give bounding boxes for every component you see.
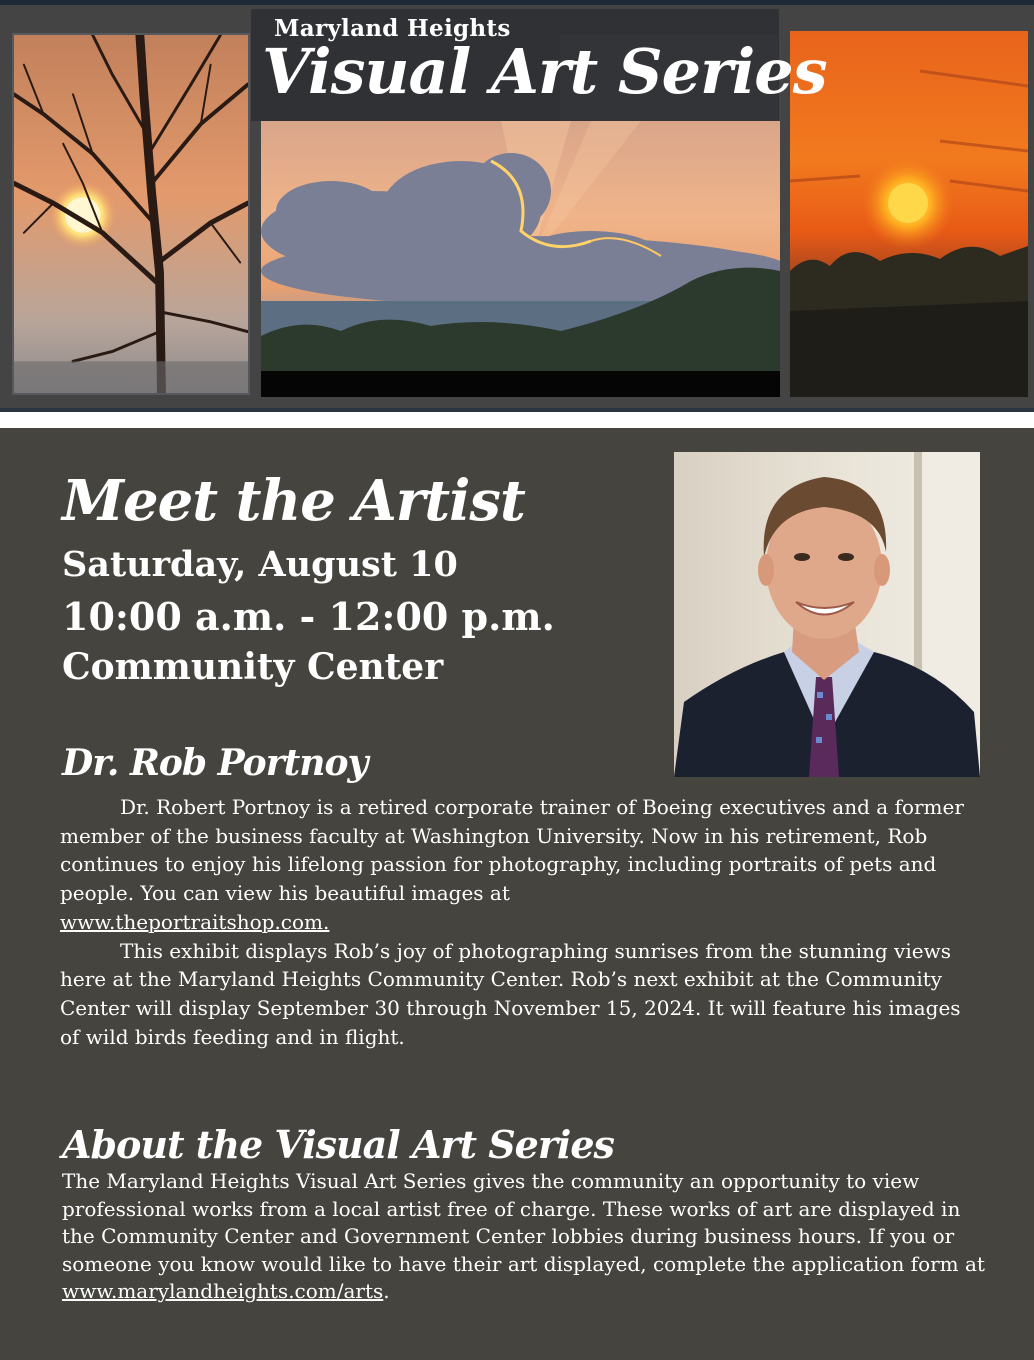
about-series-text (62, 1168, 992, 1306)
section-divider (0, 412, 1034, 428)
event-location: Community Center (62, 646, 444, 688)
event-time: 10:00 a.m. - 12:00 p.m. (62, 594, 555, 639)
bio-paragraph-1-text: Dr. Robert Portnoy is a retired corporate trainer of Boeing executives and a former member of the business faculty at Washington University. Now in his retirement, Rob continues to enjoy his lifelong passion for photography, including portraits of pets and people. You can view his beautiful images at (60, 795, 964, 906)
about-text-end: . (383, 1279, 390, 1304)
header-banner (0, 0, 1034, 412)
application-form-link[interactable]: www.marylandheights.com/arts (62, 1279, 384, 1304)
event-date: Saturday, August 10 (62, 544, 458, 585)
about-text: The Maryland Heights Visual Art Series gives the community an opportunity to view professional works from a local artist free of charge. These works of art are displayed in the Community Center and Government Center lobbies during business hours. If you or someone you know would like to have their art displayed, complete the application form at (62, 1169, 985, 1276)
artist-name-heading: Dr. Rob Portnoy (62, 742, 368, 784)
banner-title: Visual Art Series (262, 35, 827, 108)
artist-website-link[interactable]: www.theportraitshop.com. (60, 909, 330, 934)
banner-subtitle: Maryland Heights (274, 15, 511, 42)
artist-bio (60, 793, 980, 1051)
meet-the-artist-heading: Meet the Artist (62, 468, 525, 534)
about-series-heading: About the Visual Art Series (62, 1122, 614, 1167)
bio-paragraph-1 (60, 793, 980, 908)
bio-paragraph-2: This exhibit displays Rob’s joy of photographing sunrises from the stunning views here at the Maryland Heights Community Center. Rob’s next exhibit at the Community Center will display September 30 through November 15, 2024. It will feature his images of wild birds feeding and in flight. (60, 938, 961, 1049)
tree-sunset-photo (12, 33, 250, 395)
artist-portrait (674, 452, 980, 777)
cloud-sunrise-photo (261, 121, 780, 397)
